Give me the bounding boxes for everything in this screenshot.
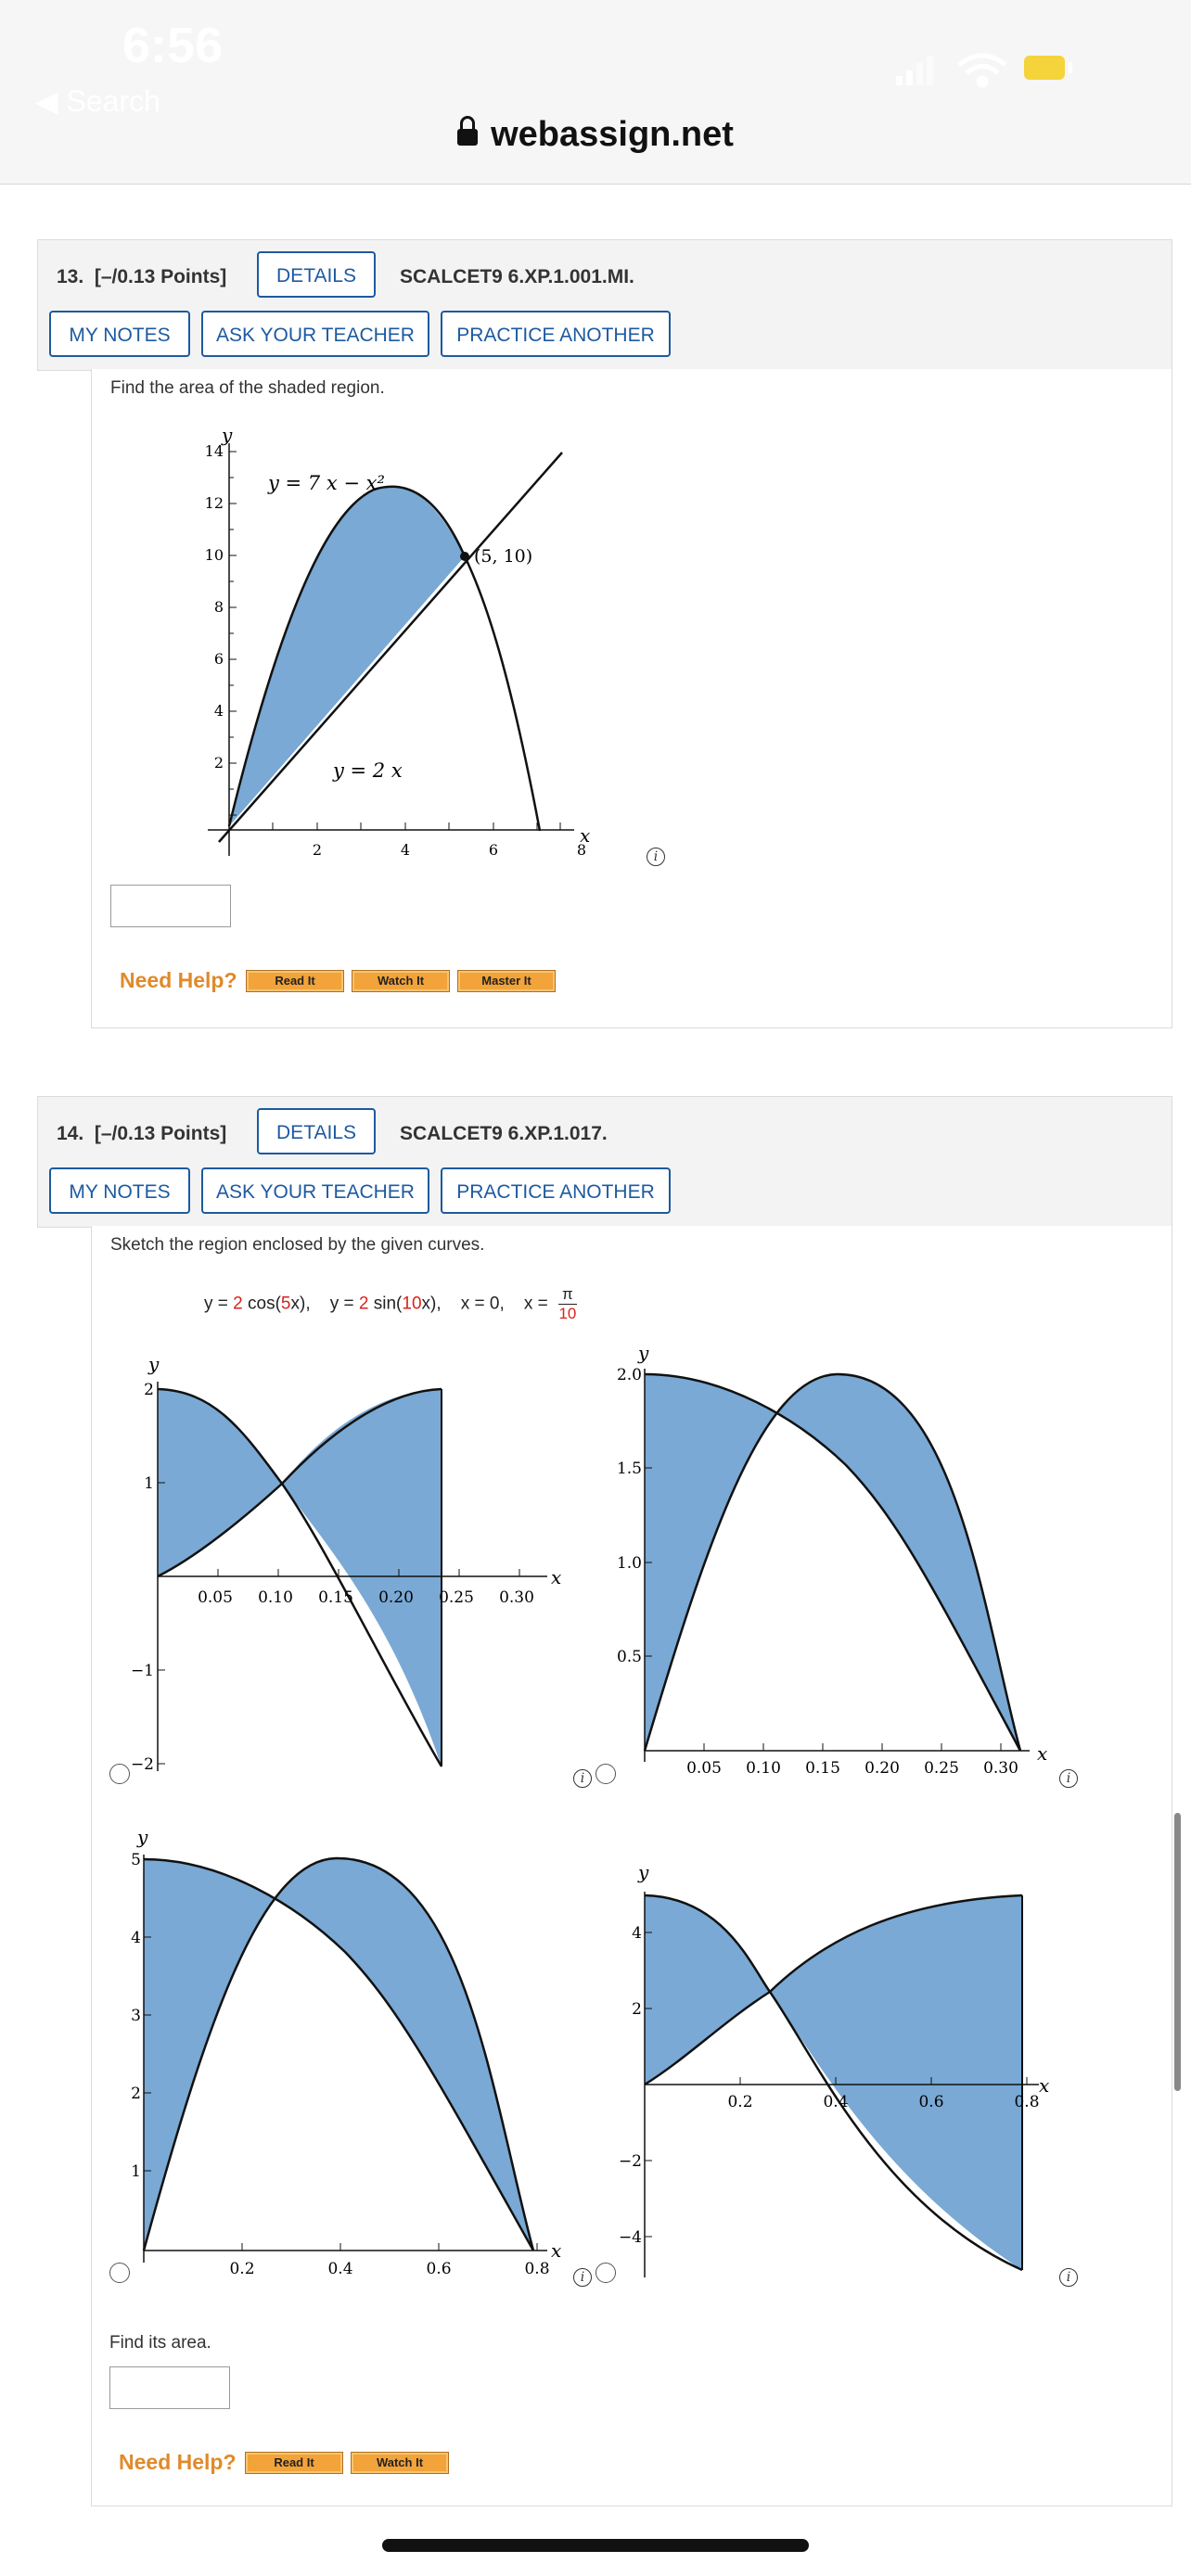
status-bar [0, 0, 1191, 185]
x-axis-label: x [1037, 1742, 1048, 1765]
y-tick: 3 [131, 2007, 141, 2025]
x-tick: 0.2 [229, 2260, 255, 2278]
answer-input[interactable] [109, 2366, 230, 2409]
answer-input[interactable] [110, 885, 231, 927]
y-tick: 12 [204, 494, 224, 512]
y-tick: 14 [204, 442, 224, 460]
y-tick: 1.0 [616, 1554, 642, 1573]
intersection-point [460, 552, 469, 561]
question-prompt: Sketch the region enclosed by the given curves. [110, 1235, 485, 1255]
x-tick: 0.2 [727, 2093, 753, 2111]
y-tick: 2 [131, 2085, 141, 2103]
question-number: 13. [–/0.13 Points] [57, 266, 227, 287]
x-axis-label: x [1039, 2074, 1050, 2097]
question-13-body [91, 369, 1172, 1028]
x-axis-label: x [551, 2239, 562, 2262]
details-button[interactable]: DETAILS [257, 251, 376, 298]
option-d-radio[interactable] [596, 2263, 616, 2283]
lock-icon [457, 129, 478, 146]
info-icon[interactable]: i [573, 2268, 592, 2287]
x-tick: 0.10 [746, 1759, 781, 1778]
system-icons [894, 48, 1126, 99]
x-tick: 2 [312, 841, 323, 859]
y-tick: 1 [144, 1474, 154, 1493]
x-tick: 8 [576, 841, 587, 859]
x-tick: 0.4 [823, 2093, 849, 2111]
y-axis-label: y [137, 1826, 148, 1848]
y-tick: 8 [213, 598, 224, 616]
shaded-region [645, 1374, 1020, 1751]
my-notes-button[interactable]: MY NOTES [49, 1167, 190, 1214]
read-it-button[interactable]: Read It [246, 970, 344, 992]
ask-teacher-button[interactable]: ASK YOUR TEACHER [201, 1167, 429, 1214]
address-bar[interactable] [0, 115, 1191, 155]
x-tick: 0.20 [378, 1588, 414, 1607]
x-tick: 0.30 [983, 1759, 1018, 1778]
x-tick: 0.10 [258, 1588, 293, 1607]
x-axis-label: x [551, 1566, 562, 1588]
read-it-button[interactable]: Read It [245, 2452, 343, 2474]
y-tick: 10 [204, 546, 224, 564]
y-tick: 4 [632, 1924, 642, 1943]
x-tick: 4 [400, 841, 411, 859]
x-tick: 0.15 [318, 1588, 353, 1607]
y-tick: 4 [213, 702, 224, 720]
question-13-header [37, 239, 1172, 371]
info-icon[interactable]: i [1059, 1769, 1078, 1788]
option-a-radio[interactable] [109, 1764, 130, 1784]
y-axis-label: y [148, 1353, 160, 1375]
back-to-search[interactable]: ◀ Search [35, 84, 160, 118]
option-c-radio[interactable] [109, 2263, 130, 2283]
battery-icon [1024, 56, 1072, 80]
y-tick: −2 [130, 1755, 154, 1774]
x-tick: 0.05 [686, 1759, 722, 1778]
curve1-label: y = 7 x − x² [268, 472, 385, 494]
y-tick: −2 [618, 2152, 642, 2171]
y-tick: 4 [131, 1929, 141, 1947]
option-b-radio[interactable] [596, 1764, 616, 1784]
graph-option-c [102, 1817, 584, 2281]
signal-icon [896, 56, 933, 85]
y-axis-label: y [638, 1861, 649, 1883]
info-icon[interactable]: i [647, 848, 665, 866]
practice-another-button[interactable]: PRACTICE ANOTHER [441, 311, 671, 357]
y-tick: 0.5 [616, 1648, 642, 1666]
x-tick: 0.15 [805, 1759, 840, 1778]
x-tick: 0.6 [918, 2093, 944, 2111]
practice-another-button[interactable]: PRACTICE ANOTHER [441, 1167, 671, 1214]
info-icon[interactable]: i [573, 1769, 592, 1788]
x-tick: 0.20 [864, 1759, 900, 1778]
question-prompt: Find the area of the shaded region. [110, 378, 385, 398]
point-label: (5, 10) [474, 546, 533, 567]
x-tick: 0.8 [524, 2260, 550, 2278]
x-axis-label: x [580, 824, 591, 847]
x-tick: 0.4 [327, 2260, 353, 2278]
find-area-prompt: Find its area. [109, 2333, 211, 2353]
clock: 6:56 [122, 18, 224, 73]
x-tick: 0.25 [439, 1588, 474, 1607]
question-code: SCALCET9 6.XP.1.017. [400, 1123, 608, 1144]
curve2-label: y = 2 x [333, 759, 403, 782]
x-tick: 0.30 [499, 1588, 534, 1607]
graph-option-b [594, 1335, 1076, 1780]
y-axis-label: y [222, 424, 233, 446]
scrollbar[interactable] [1174, 1813, 1181, 2091]
area-graph [194, 415, 676, 879]
y-tick: −1 [130, 1662, 154, 1680]
graph-option-d [594, 1855, 1076, 2290]
watch-it-button[interactable]: Watch It [351, 2452, 449, 2474]
given-curves: y = 2 cos(5x), y = 2 sin(10x), x = 0, x = $\frac{\pi}{10}$ [204, 1285, 577, 1322]
x-tick: 6 [488, 841, 499, 859]
y-tick: 1 [131, 2162, 141, 2181]
y-axis-label: y [638, 1342, 649, 1364]
watch-it-button[interactable]: Watch It [352, 970, 450, 992]
y-tick: 2 [213, 754, 224, 772]
x-tick: 0.8 [1014, 2093, 1040, 2111]
question-code: SCALCET9 6.XP.1.001.MI. [400, 266, 634, 287]
y-tick: 2.0 [616, 1366, 642, 1384]
wifi-icon [959, 56, 1005, 85]
y-tick: −4 [618, 2228, 642, 2247]
question-number: 14. [–/0.13 Points] [57, 1123, 227, 1144]
shaded-region [645, 1895, 1022, 2270]
info-icon[interactable]: i [1059, 2268, 1078, 2287]
x-tick: 0.05 [198, 1588, 233, 1607]
question-14-header [37, 1096, 1172, 1228]
y-tick: 2 [144, 1381, 154, 1399]
x-tick: 0.25 [924, 1759, 959, 1778]
home-indicator[interactable] [382, 2539, 809, 2552]
master-it-button[interactable]: Master It [457, 970, 556, 992]
ask-teacher-button[interactable]: ASK YOUR TEACHER [201, 311, 429, 357]
shaded-region [158, 1389, 442, 1766]
y-tick: 6 [213, 650, 224, 668]
y-tick: 1.5 [616, 1460, 642, 1478]
y-tick: 2 [632, 2000, 642, 2019]
x-tick: 0.6 [426, 2260, 452, 2278]
my-notes-button[interactable]: MY NOTES [49, 311, 190, 357]
url-text: webassign.net [491, 115, 734, 154]
graph-option-a [111, 1345, 575, 1780]
need-help-label: Need Help? [119, 2450, 237, 2474]
y-tick: 5 [131, 1851, 141, 1869]
details-button[interactable]: DETAILS [257, 1108, 376, 1154]
need-help-label: Need Help? [120, 968, 237, 992]
